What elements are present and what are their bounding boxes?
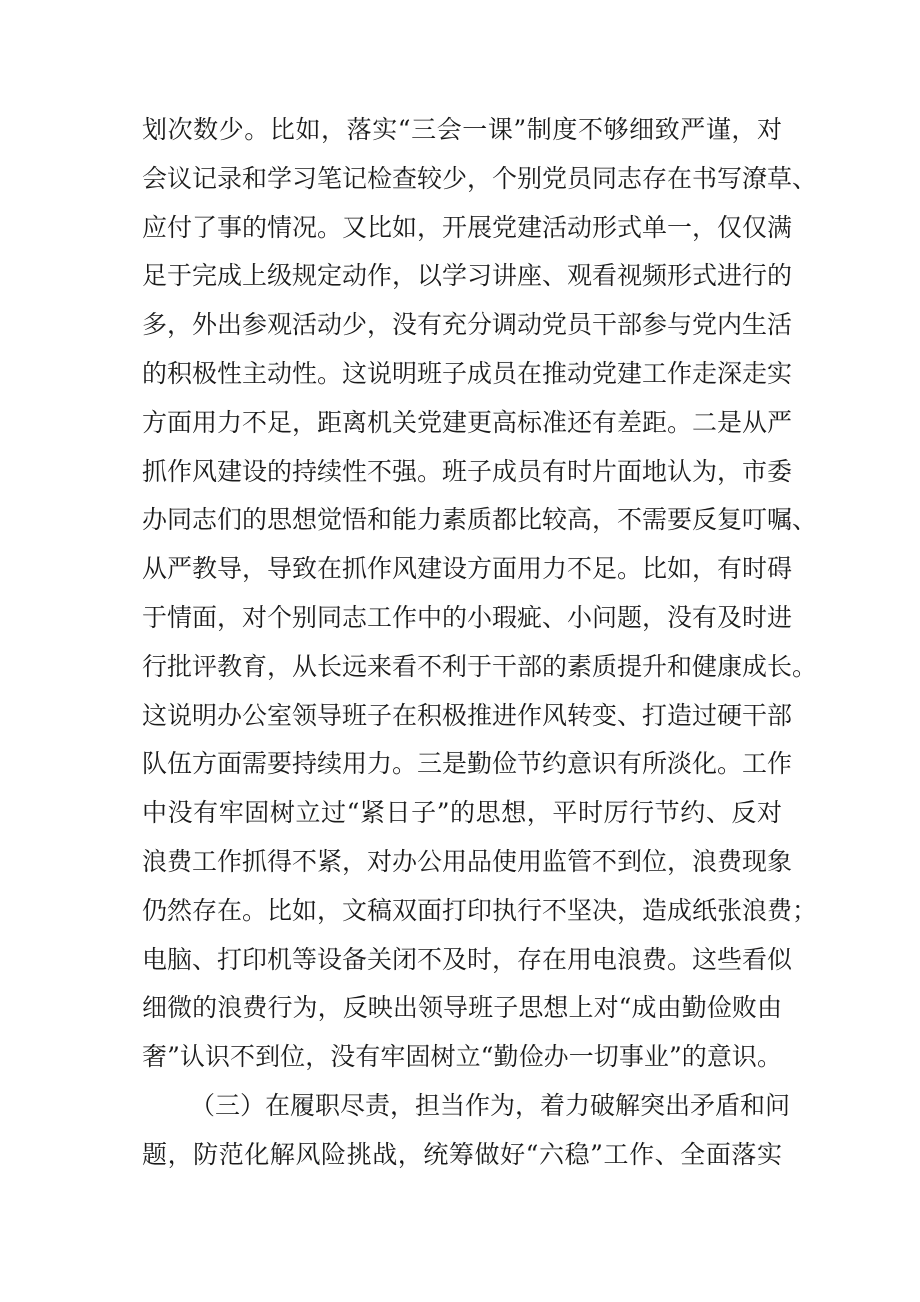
text-line: 中没有牢固树立过“紧日子”的思想，平时厉行节约、反对 xyxy=(142,798,782,828)
text-line: 于情面，对个别同志工作中的小瑕疵、小问题，没有及时进 xyxy=(142,602,793,632)
paragraph-1 xyxy=(142,106,818,1082)
text-line: 这说明办公室领导班子在积极推进作风转变、打造过硬干部 xyxy=(142,700,793,730)
text-line: 电脑、打印机等设备关闭不及时，存在用电浪费。这些看似 xyxy=(142,944,793,974)
text-line: 抓作风建设的持续性不强。班子成员有时片面地认为，市委 xyxy=(142,456,793,486)
text-line: 多，外出参观活动少，没有充分调动党员干部参与党内生活 xyxy=(142,310,793,340)
text-line: 方面用力不足，距离机关党建更高标准还有差距。二是从严 xyxy=(142,407,793,437)
text-line: 细微的浪费行为，反映出领导班子思想上对“成由勤俭败由 xyxy=(142,993,782,1023)
text-line: 队伍方面需要持续用力。三是勤俭节约意识有所淡化。工作 xyxy=(142,749,793,779)
text-line: 行批评教育，从长远来看不利于干部的素质提升和健康成长。 xyxy=(142,651,818,681)
text-line: 题，防范化解风险挑战，统筹做好“六稳”工作、全面落实 xyxy=(142,1139,782,1169)
paragraph-2 xyxy=(142,1082,791,1180)
text-line: （三）在履职尽责，担当作为，着力破解突出矛盾和问 xyxy=(190,1090,791,1120)
text-line: 足于完成上级规定动作，以学习讲座、观看视频形式进行的 xyxy=(142,261,793,291)
text-line: 仍然存在。比如，文稿双面打印执行不坚决，造成纸张浪费； xyxy=(142,895,818,925)
text-line: 奢”认识不到位，没有牢固树立“勤俭办一切事业”的意识。 xyxy=(142,1042,782,1072)
text-line: 划次数少。比如，落实“三会一课”制度不够细致严谨，对 xyxy=(142,115,782,144)
text-line: 浪费工作抓得不紧，对办公用品使用监管不到位，浪费现象 xyxy=(142,846,793,876)
text-line: 办同志们的思想觉悟和能力素质都比较高，不需要反复叮嘱、 xyxy=(142,505,818,535)
text-line: 会议记录和学习笔记检查较少，个别党员同志存在书写潦草、 xyxy=(142,163,818,193)
text-line: 从严教导，导致在抓作风建设方面用力不足。比如，有时碍 xyxy=(142,554,793,584)
text-line: 的积极性主动性。这说明班子成员在推动党建工作走深走实 xyxy=(142,358,793,388)
text-line: 应付了事的情况。又比如，开展党建活动形式单一，仅仅满 xyxy=(142,212,793,242)
document-body xyxy=(142,106,818,1180)
